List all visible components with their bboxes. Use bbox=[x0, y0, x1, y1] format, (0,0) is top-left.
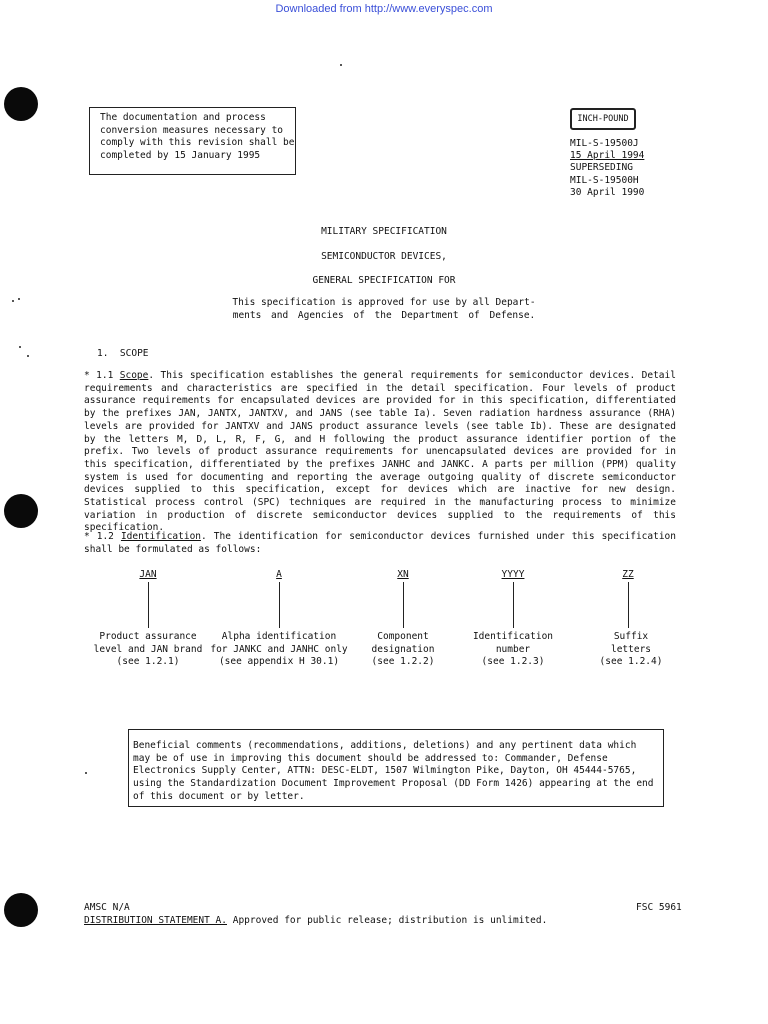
label-line: Component bbox=[377, 631, 429, 642]
label-alpha-identification bbox=[209, 631, 349, 669]
paragraph-1-1-number: * 1.1 bbox=[84, 370, 114, 381]
label-line: letters bbox=[610, 643, 652, 655]
code-jan: JAN bbox=[139, 569, 157, 580]
label-line: (see 1.2.2) bbox=[371, 656, 435, 668]
label-line: number bbox=[495, 643, 531, 655]
superseding-label: SUPERSEDING bbox=[570, 162, 633, 174]
connector-line bbox=[279, 582, 280, 628]
label-line: level and JAN brand bbox=[93, 643, 203, 655]
beneficial-comments-text: Beneficial comments (recommendations, additions, deletions) and any pertinent data which may be of use in improving this document should be addressed to: Commander, Defense Electronics Supply Center, ATTN: DESC-ELDT, 1507 Wilmington Pike, Dayton, OH 45444-5765, using the Standardization Document Improvement Proposal (DD Form 1426) appearing at the end of this document or by letter. bbox=[133, 740, 654, 802]
connector-line bbox=[403, 582, 404, 628]
label-line: Alpha identification bbox=[221, 631, 337, 642]
inch-pound-label: INCH-POUND bbox=[577, 114, 629, 124]
download-link[interactable]: Downloaded from http://www.everyspec.com bbox=[275, 3, 493, 15]
label-line: Identification bbox=[472, 631, 554, 642]
section-1-heading bbox=[97, 348, 149, 359]
distribution-statement bbox=[84, 915, 547, 926]
label-line: Product assurance bbox=[99, 631, 197, 642]
section-title: SCOPE bbox=[119, 348, 149, 359]
code-xn: XN bbox=[397, 569, 409, 580]
label-product-assurance bbox=[78, 631, 218, 669]
paragraph-1-1-heading: Scope bbox=[119, 370, 149, 381]
scan-speck bbox=[340, 64, 342, 66]
fsc-label: FSC 5961 bbox=[636, 902, 682, 913]
section-number: 1. bbox=[97, 348, 109, 359]
code-a: A bbox=[276, 569, 282, 580]
punch-hole-top bbox=[4, 87, 38, 121]
superseded-number: MIL-S-19500H bbox=[570, 174, 639, 186]
document-numbers bbox=[570, 138, 644, 199]
label-line: Suffix bbox=[613, 631, 649, 642]
label-line: for JANKC and JANHC only bbox=[210, 643, 348, 655]
paragraph-1-1 bbox=[84, 370, 676, 535]
paragraph-1-2-heading: Identification bbox=[120, 531, 202, 542]
paragraph-1-2-number: * 1.2 bbox=[84, 531, 114, 542]
approval-line-2: ments and Agencies of the Department of Defense. bbox=[232, 310, 536, 321]
code-zz: ZZ bbox=[622, 569, 634, 580]
connector-line bbox=[628, 582, 629, 628]
punch-hole-middle bbox=[4, 494, 38, 528]
approval-line-1: This specification is approved for use by all Depart- bbox=[232, 297, 536, 308]
conversion-notice-box bbox=[89, 107, 296, 175]
label-line: (see 1.2.3) bbox=[481, 656, 545, 668]
connector-line bbox=[513, 582, 514, 628]
scan-speck bbox=[85, 772, 87, 774]
beneficial-comments-box bbox=[128, 729, 664, 807]
scan-speck bbox=[19, 346, 21, 348]
label-suffix-letters bbox=[561, 631, 701, 669]
distribution-statement-text: Approved for public release; distribution is unlimited. bbox=[227, 915, 548, 926]
paragraph-1-2-text: . The identification for semiconductor devices furnished under this specification shall be formulated as follows: bbox=[84, 531, 676, 555]
title-military-specification: MILITARY SPECIFICATION bbox=[321, 226, 447, 237]
label-line: (see 1.2.1) bbox=[116, 656, 180, 668]
title-general-specification: GENERAL SPECIFICATION FOR bbox=[312, 275, 456, 286]
code-yyyy: YYYY bbox=[501, 569, 525, 580]
doc-date: 15 April 1994 bbox=[570, 150, 645, 162]
superseded-date: 30 April 1990 bbox=[570, 186, 645, 198]
doc-number: MIL-S-19500J bbox=[570, 138, 639, 149]
punch-hole-bottom bbox=[4, 893, 38, 927]
paragraph-1-1-text: . This specification establishes the general requirements for semiconductor devices. Detail requirements and characteristics are specified in the detail specification. Four levels of product assurance requirements for encapsulated devices are provided for in this specification, differentiated by the prefixes JAN, JANTX, JANTXV, and JANS (see table Ia). Seven radiation hardness assurance (RHA) levels are provided for JANTXV and JANS product assurance levels (see table Ib). These are designated by the letters M, D, L, R, F, G, and H following the product assurance identifier portion of the prefix. Two levels of product assurance requirements for unencapsulated devices are provided for in this specification, differentiated by the prefixes JANHC and JANKC. A parts per million (PPM) quality system is used for documenting and reporting the average outgoing quality of discrete semiconductor devices supplied to this specification, except for devices which are inactive for new design. Statistical process control (SPC) techniques are required in the manufacturing process to minimize variation in production of discrete semiconductor devices supplied to the requirements of this specification. bbox=[84, 370, 676, 534]
conversion-notice-text: The documentation and process conversion measures necessary to comply with this revision shall be completed by 15 January 1995 bbox=[100, 112, 295, 161]
label-line: designation bbox=[371, 643, 435, 655]
connector-line bbox=[148, 582, 149, 628]
paragraph-1-2 bbox=[84, 531, 676, 556]
label-line: (see 1.2.4) bbox=[599, 656, 663, 668]
amsc-label: AMSC N/A bbox=[84, 902, 130, 913]
distribution-statement-label: DISTRIBUTION STATEMENT A. bbox=[84, 915, 227, 926]
title-semiconductor-devices: SEMICONDUCTOR DEVICES, bbox=[321, 251, 447, 262]
inch-pound-stamp bbox=[570, 108, 636, 130]
label-line: (see appendix H 30.1) bbox=[218, 656, 340, 668]
scan-speck bbox=[27, 355, 29, 357]
